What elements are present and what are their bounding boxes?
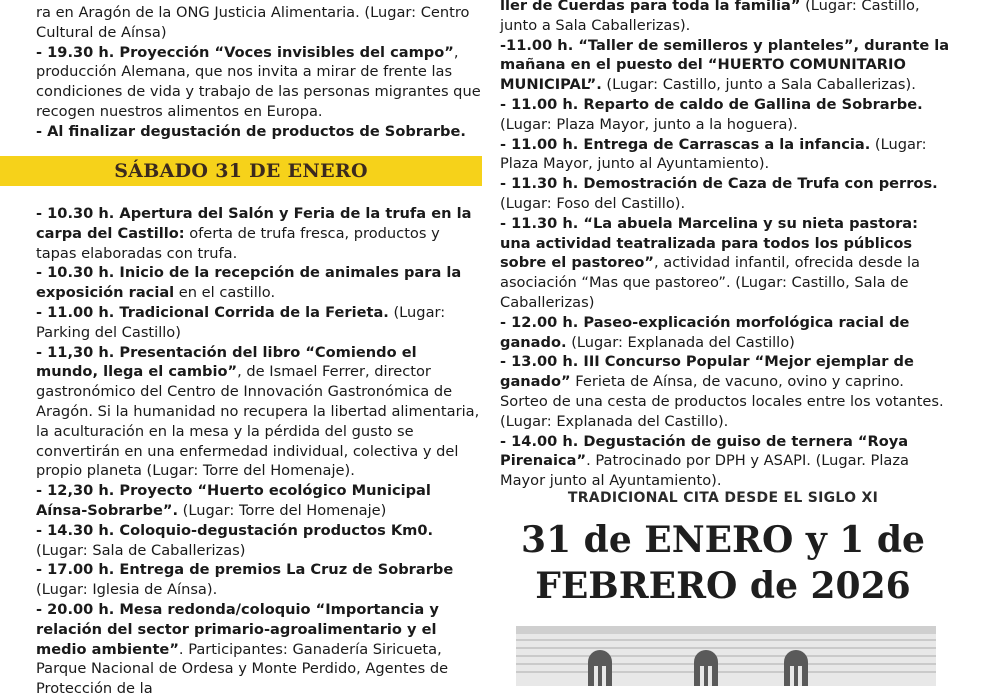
saturday-program-right-item-title: - 11.00 h. Entrega de Carrascas a la infancia.: [500, 135, 871, 153]
friday-program-item-detail: ra en Aragón de la ONG Justicia Alimentaria. (Lugar: Centro Cultural de Aínsa): [36, 4, 470, 41]
saturday-program-item-detail: (Lugar: Parking del Castillo): [36, 303, 446, 341]
saturday-program-item: [36, 303, 482, 343]
saturday-program-item-detail: (Lugar: Torre del Homenaje): [177, 501, 387, 519]
saturday-program-item-title: - 17.00 h. Entrega de premios La Cruz de Sobrarbe: [36, 561, 454, 579]
saturday-heading: SÁBADO 31 DE ENERO: [114, 160, 368, 182]
saturday-program-item-detail: . Participantes: Ganadería Siricueta, Parque Nacional de Ordesa y Monte Perdido, Agentes de Protección de la: [36, 640, 449, 698]
saturday-program-item-detail: , de Ismael Ferrer, director gastronómico del Centro de Innovación Gastronómica de Aragón. Si la humanidad no recupera la libertad alimentaria, la aculturación en la mesa y la pérdida del gusto se convertirán en una enfermedad individual, colectiva y del propio planeta (Lugar: Torre del Homenaje).: [36, 363, 480, 480]
friday-program-item-title: - 19.30 h. Proyección “Voces invisibles del campo”: [36, 43, 454, 61]
event-dates: [500, 517, 946, 609]
saturday-program-right-item: [500, 36, 950, 95]
saturday-program-item-title: - 11,30 h. Presentación del libro “Comiendo el mundo, llega el cambio”: [36, 343, 417, 381]
saturday-program-right-item-detail: (Lugar: Plaza Mayor, junto a la hoguera).: [500, 115, 798, 133]
tradition-tagline: TRADICIONAL CITA DESDE EL SIGLO XI: [567, 490, 879, 506]
saturday-program-list: [36, 204, 482, 699]
saturday-program-right-item-detail: , actividad infantil, ofrecida desde la asociación “Mas que pastoreo”. (Lugar: Castillo, Sala de Caballerizas): [500, 254, 920, 311]
saturday-program-item-title: - 12,30 h. Proyecto “Huerto ecológico Municipal Aínsa-Sobrarbe”.: [36, 482, 431, 519]
saturday-program-right-item-title: - 11.30 h. “La abuela Marcelina y su nieta pastora: una actividad teatralizada para todos los públicos sobre el pastoreo”: [500, 214, 918, 272]
saturday-program-right-item: [500, 0, 950, 36]
event-dates-line-1: 31 de ENERO y 1 de: [521, 519, 925, 561]
event-dates-line-2: FEBRERO de 2026: [535, 565, 911, 607]
saturday-program-right-item-detail: (Lugar: Castillo, junto a Sala Caballerizas).: [500, 0, 920, 34]
saturday-program-right-item-title: - 12.00 h. Paseo-explicación morfológica racial de ganado.: [500, 313, 910, 351]
friday-program-item: [36, 3, 482, 43]
saturday-program-item: [36, 521, 482, 561]
saturday-program-item-detail: (Lugar: Iglesia de Aínsa).: [36, 581, 218, 599]
saturday-program-item-title: - 11.00 h. Tradicional Corrida de la Ferieta.: [36, 303, 389, 321]
saturday-program-right-item: [500, 95, 950, 135]
saturday-program-item: [36, 600, 482, 699]
saturday-program-right-item-title: - 14.00 h. Degustación de guiso de ternera “Roya Pirenaica”: [500, 432, 909, 470]
saturday-program-right-item-title: - 13.00 h. III Concurso Popular “Mejor ejemplar de ganado”: [500, 353, 914, 391]
saturday-program-item: [36, 263, 482, 303]
saturday-program-right-item: [500, 432, 950, 491]
friday-continued-list: [36, 3, 482, 142]
saturday-program-right-item-title: - 11.30 h. Demostración de Caza de Trufa con perros.: [500, 175, 938, 193]
saturday-program-right-item: [500, 214, 950, 313]
saturday-program-right-item-detail: (Lugar: Castillo, junto a Sala Caballerizas).: [601, 76, 916, 94]
friday-program-item-title: - Al finalizar degustación de productos de Sobrarbe.: [36, 122, 466, 140]
saturday-program-item-detail: oferta de trufa fresca, productos y tapas elaboradas con trufa.: [36, 224, 440, 262]
saturday-program-item-detail: (Lugar: Sala de Caballerizas): [36, 541, 246, 559]
saturday-heading-bar: [0, 156, 482, 186]
saturday-program-item-title: - 10.30 h. Inicio de la recepción de animales para la exposición racial: [36, 264, 462, 302]
saturday-program-right-item: [500, 352, 950, 431]
saturday-program-right-item: [500, 174, 950, 214]
saturday-program-right-item-detail: (Lugar: Foso del Castillo).: [500, 194, 686, 212]
friday-program-item: [36, 43, 482, 122]
saturday-program-right-item-detail: . Patrocinado por DPH y ASAPI. (Lugar. Plaza Mayor junto al Ayuntamiento).: [500, 452, 909, 490]
saturday-program-right-item-detail: (Lugar: Explanada del Castillo): [566, 333, 795, 351]
saturday-program-item-title: - 10.30 h. Apertura del Salón y Feria de la trufa en la carpa del Castillo:: [36, 205, 472, 242]
saturday-program-item-title: - 14.30 h. Coloquio-degustación productos Km0.: [36, 521, 434, 539]
saturday-program-right-item-title: ller de Cuerdas para toda la familia”: [500, 0, 801, 14]
saturday-program-item: [36, 560, 482, 600]
saturday-program-right-item-title: -11.00 h. “Taller de semilleros y planteles”, durante la mañana en el puesto del “HUERTO COMUNITARIO MUNICIPAL”.: [500, 36, 950, 94]
saturday-program-right-item-detail: (Lugar: Plaza Mayor, junto al Ayuntamiento).: [500, 135, 927, 173]
saturday-program-right-item-title: - 11.00 h. Reparto de caldo de Gallina de Sobrarbe.: [500, 95, 923, 113]
friday-program-item: [36, 122, 482, 142]
saturday-program-item: [36, 204, 482, 263]
castle-illustration: [516, 626, 936, 686]
saturday-program-right-item-detail: Ferieta de Aínsa, de vacuno, ovino y caprino. Sorteo de una cesta de productos locales entre los votantes. (Lugar: Explanada del Castillo).: [500, 373, 944, 430]
saturday-program-continued-list: [500, 0, 950, 491]
saturday-program-item-detail: en el castillo.: [174, 284, 276, 302]
saturday-program-right-item: [500, 135, 950, 175]
friday-program-item-detail: , producción Alemana, que nos invita a mirar de frente las condiciones de vida y trabajo de las personas migrantes que recogen nuestros alimentos en Europa.: [36, 43, 481, 120]
saturday-program-item-title: - 20.00 h. Mesa redonda/coloquio “Importancia y relación del sector primario-agroalimentario y el medio ambiente”: [36, 600, 439, 658]
saturday-program-item: [36, 343, 482, 482]
saturday-program-right-item: [500, 313, 950, 353]
saturday-program-item: [36, 481, 482, 521]
